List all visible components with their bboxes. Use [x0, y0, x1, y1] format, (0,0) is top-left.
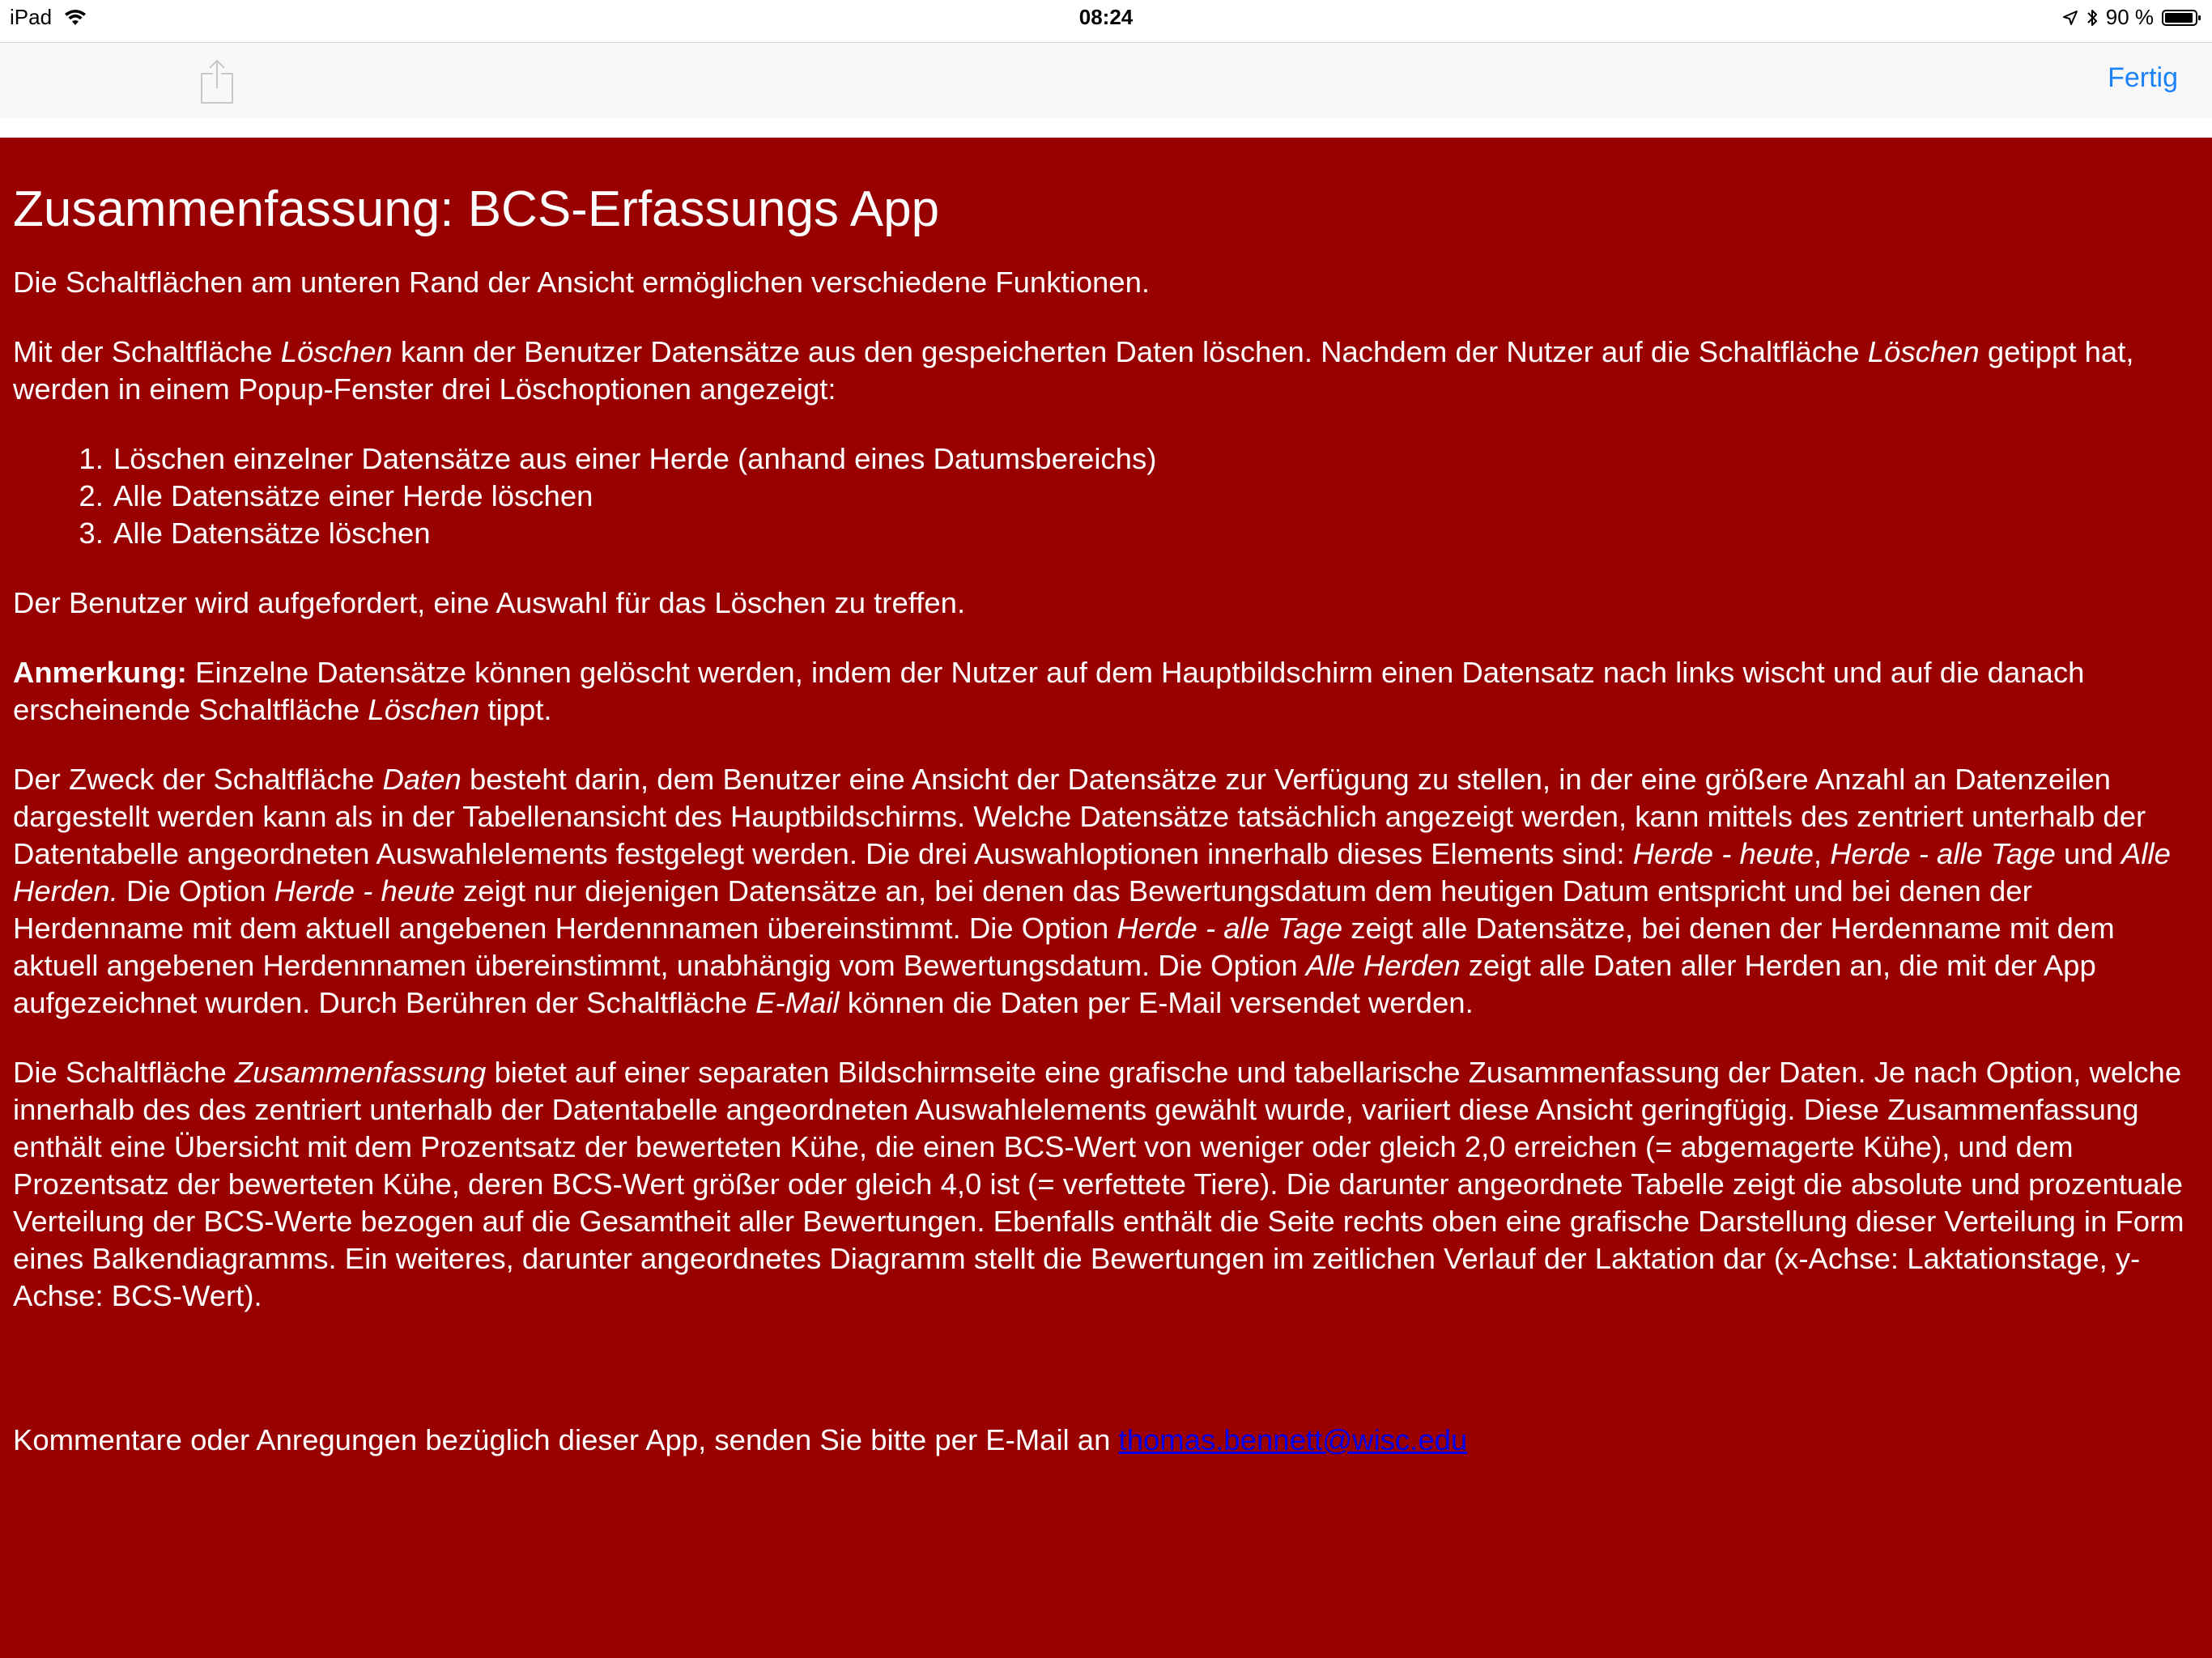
note-paragraph: Anmerkung: Einzelne Datensätze können gelöscht werden, indem der Nutzer auf dem Hauptbildschirm einen Datensatz nach links wischt und auf die danach erscheinende Schaltfläche Löschen tippt.	[13, 656, 2085, 726]
data-button-paragraph: Der Zweck der Schaltfläche Daten besteht darin, dem Benutzer eine Ansicht der Datensätze zur Verfügung zu stellen, in der eine größere Anzahl an Datenzeilen dargestellt werden kann als in der Tabellenansicht des Hauptbildschirms. Welche Datensätze tatsächlich angezeigt werden, kann mittels des zentriert unterhalb der Datentabelle angeordneten Auswahlelements festgelegt werden. Die drei Auswahloptionen innerhalb dieses Elements sind: Herde - heute, Herde - alle Tage und Alle Herden. Die Option Herde - heute zeigt nur diejenigen Datensätze an, bei denen das Bewertungsdatum dem heutigen Datum entspricht und bei denen der Herdenname mit dem aktuell angebenen Herdennnamen übereinstimmt. Die Option Herde - alle Tage zeigt alle Datensätze, bei denen der Herdenname mit dem aktuell angebenen Herdennnamen übereinstimmt, unabhängig vom Bewertungsdatum. Die Option Alle Herden zeigt alle Daten aller Herden an, die mit der App aufgezeichnet wurden. Durch Berühren der Schaltfläche E-Mail können die Daten per E-Mail versendet werden.	[13, 763, 2171, 1019]
share-icon	[199, 59, 235, 104]
status-bar	[0, 0, 2212, 32]
choose-paragraph: Der Benutzer wird aufgefordert, eine Auswahl für das Löschen zu treffen.	[13, 586, 966, 619]
help-content	[0, 138, 2212, 1658]
device-label: iPad	[10, 5, 53, 29]
list-item: 1. Löschen einzelner Datensätze aus einer Herde (anhand eines Datumsbereichs)	[112, 440, 2197, 478]
email-link[interactable]: thomas.bennett@wisc.edu	[1118, 1423, 1468, 1456]
location-arrow-icon	[2062, 10, 2078, 26]
done-button[interactable]: Fertig	[2108, 62, 2178, 93]
intro-paragraph: Die Schaltflächen am unteren Rand der Ansicht ermöglichen verschiedene Funktionen.	[13, 266, 1151, 299]
share-button[interactable]	[199, 59, 235, 104]
delete-paragraph: Mit der Schaltfläche Löschen kann der Benutzer Datensätze aus den gespeicherten Daten löschen. Nachdem der Nutzer auf die Schaltfläche Löschen getippt hat, werden in einem Popup-Fenster drei Löschoptionen angezeigt:	[13, 335, 2134, 406]
status-bar-right	[2062, 5, 2202, 30]
battery-icon	[2162, 9, 2202, 27]
bluetooth-icon	[2087, 8, 2098, 28]
delete-options-list	[13, 440, 2197, 552]
page-title: Zusammenfassung: BCS-Erfassungs App	[13, 181, 940, 237]
list-item: 2. Alle Datensätze einer Herde löschen	[112, 478, 2197, 515]
toolbar	[0, 42, 2212, 117]
battery-percentage: 90 %	[2105, 5, 2154, 29]
list-item: 3. Alle Datensätze löschen	[112, 515, 2197, 552]
note-label: Anmerkung:	[13, 656, 187, 689]
status-time: 08:24	[1078, 5, 1134, 29]
feedback-paragraph: Kommentare oder Anregungen bezüglich dieser App, senden Sie bitte per E-Mail an thomas.bennett@wisc.edu	[13, 1423, 1468, 1456]
summary-button-paragraph: Die Schaltfläche Zusammenfassung bietet auf einer separaten Bildschirmseite eine grafische und tabellarische Zusammenfassung der Daten. Je nach Option, welche innerhalb des des zentriert unterhalb der Datentabelle angeordneten Auswahlelements gewählt wurde, variiert diese Ansicht geringfügig. Diese Zusammenfassung enthält eine Übersicht mit dem Prozentsatz der bewerteten Kühe, die einen BCS-Wert von weniger oder gleich 2,0 erreichen (= abgemagerte Kühe), und dem Prozentsatz der bewerteten Kühe, deren BCS-Wert größer oder gleich 4,0 ist (= verfettete Tiere). Die darunter angeordnete Tabelle zeigt die absolute und prozentuale Verteilung der BCS-Werte bezogen auf die Gesamtheit aller Bewertungen. Ebenfalls enthält die Seite rechts oben eine grafische Darstellung dieser Verteilung in Form eines Balkendiagramms. Ein weiteres, darunter angeordnetes Diagramm stellt die Bewertungen im zeitlichen Verlauf der Laktation dar (x-Achse: Laktationstage, y-Achse: BCS-Wert).	[13, 1056, 2184, 1312]
